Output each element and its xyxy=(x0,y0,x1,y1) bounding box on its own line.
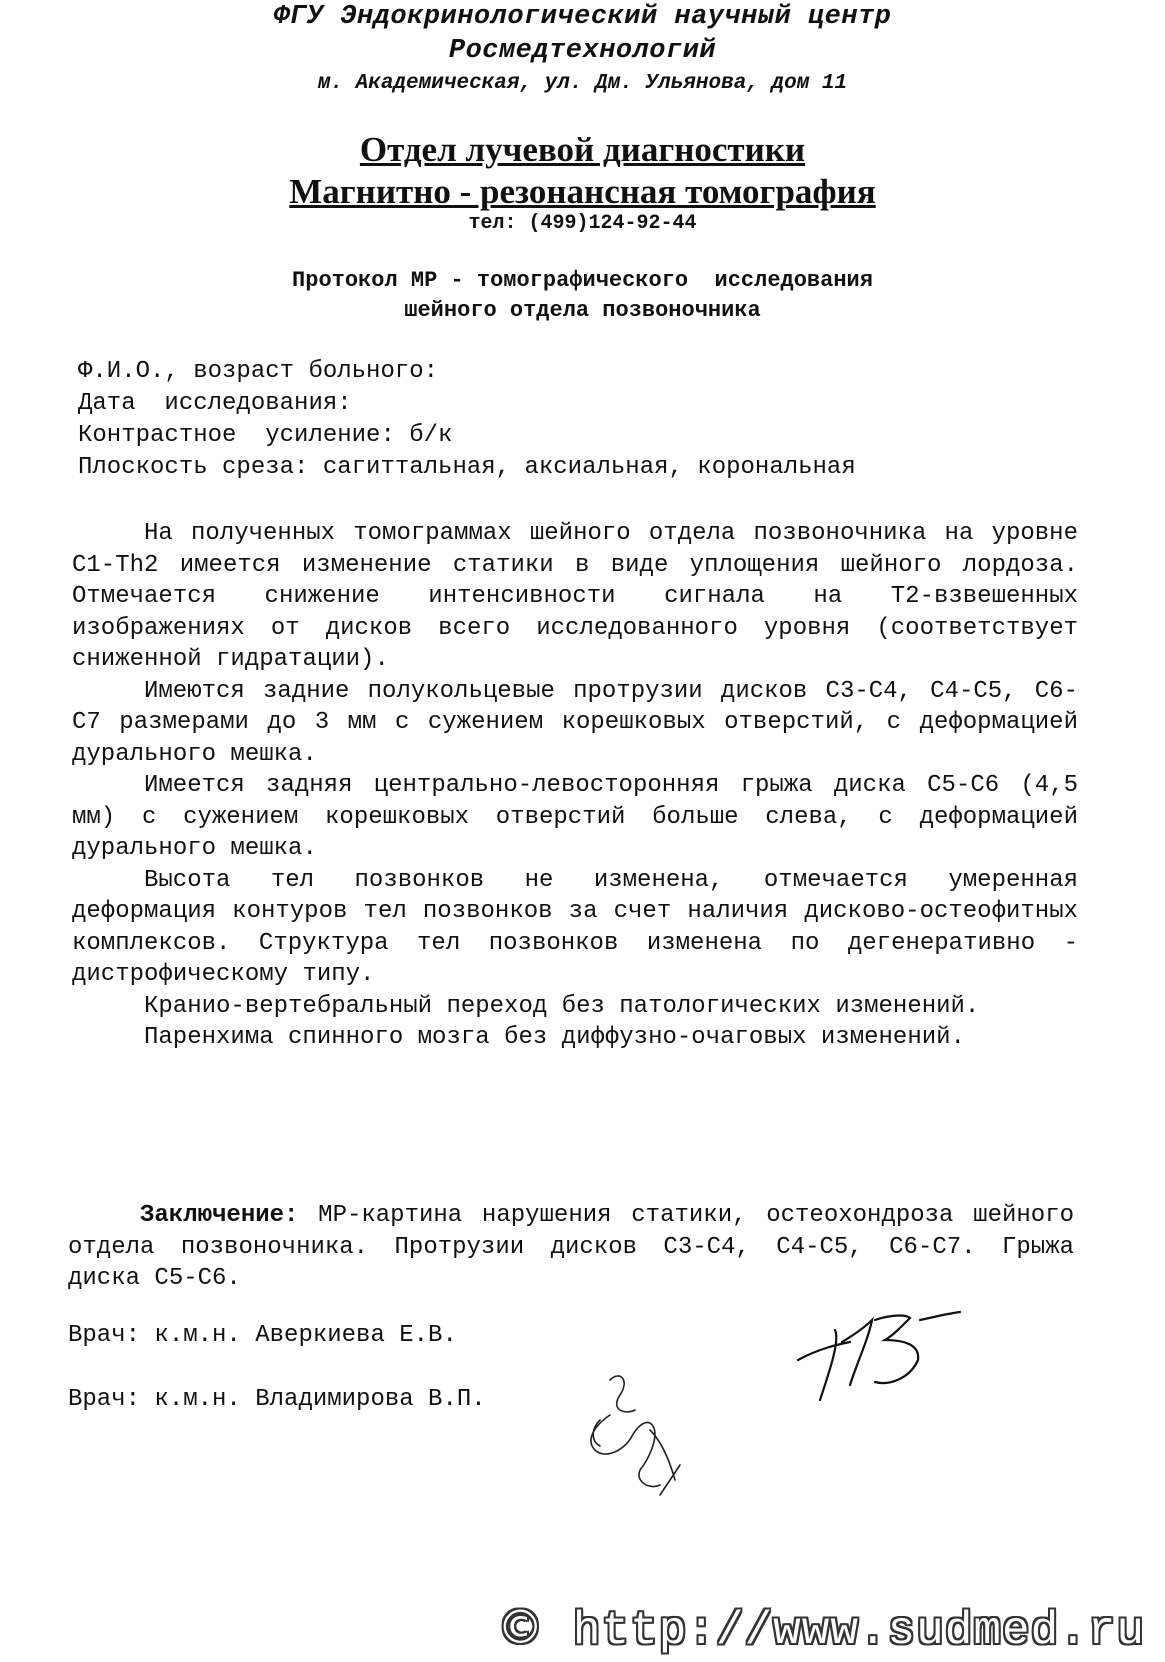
doctor-1: Врач: к.м.н. Аверкиева Е.В. xyxy=(68,1322,457,1349)
findings-paragraph-1: На полученных томограммах шейного отдела позвоночника на уровне C1-Th2 имеется изменение статики в виде уплощения шейного лордоза. Отмечается снижение интенсивности сигнала на Т2-взвешенных изображениях от дисков всего исследованного уровня (соответствует сниженной гидратации). xyxy=(72,520,1078,673)
exam-date-field: Дата исследования: xyxy=(78,390,352,417)
conclusion-label: Заключение: xyxy=(140,1202,299,1229)
conclusion-text: МР-картина нарушения статики, остеохондроза шейного отдела позвоночника. Протрузии дисков С3-С4, С4-С5, С6-С7. Грыжа диска С5-С6. xyxy=(68,1202,1074,1292)
findings-paragraph-6: Паренхима спинного мозга без диффузно-очаговых изменений. xyxy=(144,1024,965,1051)
copyright-icon: © xyxy=(497,1600,545,1654)
protocol-title-line2: шейного отдела позвоночника xyxy=(404,298,761,323)
slice-plane-field: Плоскость среза: сагиттальная, аксиальная, корональная xyxy=(78,454,856,481)
watermark xyxy=(497,1600,1145,1657)
org-name-line1: ФГУ Эндокринологический научный центр xyxy=(273,2,892,32)
signature-1 xyxy=(780,1300,970,1410)
signature-2 xyxy=(580,1370,710,1520)
protocol-title-line1: Протокол МР - томографического исследования xyxy=(292,268,873,293)
org-name-line2: Росмедтехнологий xyxy=(448,36,717,66)
org-address: м. Академическая, ул. Дм. Ульянова, дом 11 xyxy=(317,72,848,95)
phone-number: тел: (499)124-92-44 xyxy=(468,212,697,235)
doctor-2: Врач: к.м.н. Владимирова В.П. xyxy=(68,1386,486,1413)
watermark-url: http://www.sudmed.ru xyxy=(544,1605,1145,1657)
findings-paragraph-5: Кранио-вертебральный переход без патологических изменений. xyxy=(144,992,980,1020)
department-subtitle: Магнитно - резонансная томография xyxy=(289,172,876,211)
findings-body xyxy=(72,518,1078,1054)
findings-paragraph-4: Высота тел позвонков не изменена, отмечается умеренная деформация контуров тел позвонков за счет наличия дисково-остеофитных комплексов. Структура тел позвонков изменена по дегенеративно - дистрофическому типу. xyxy=(72,866,1078,988)
findings-paragraph-3: Имеется задняя центрально-левосторонняя грыжа диска С5-С6 (4,5 мм) с сужением корешковых отверстий больше слева, с деформацией дурального мешка. xyxy=(72,772,1078,862)
patient-field: Ф.И.О., возраст больного: xyxy=(78,358,439,385)
findings-paragraph-2: Имеются задние полукольцевые протрузии дисков С3-С4, С4-С5, С6-С7 размерами до 3 мм с сужением корешковых отверстий, с деформацией дурального мешка. xyxy=(72,677,1078,768)
department-title: Отдел лучевой диагностики xyxy=(359,130,806,169)
contrast-field: Контрастное усиление: б/к xyxy=(78,422,453,449)
conclusion-block xyxy=(68,1200,1074,1295)
